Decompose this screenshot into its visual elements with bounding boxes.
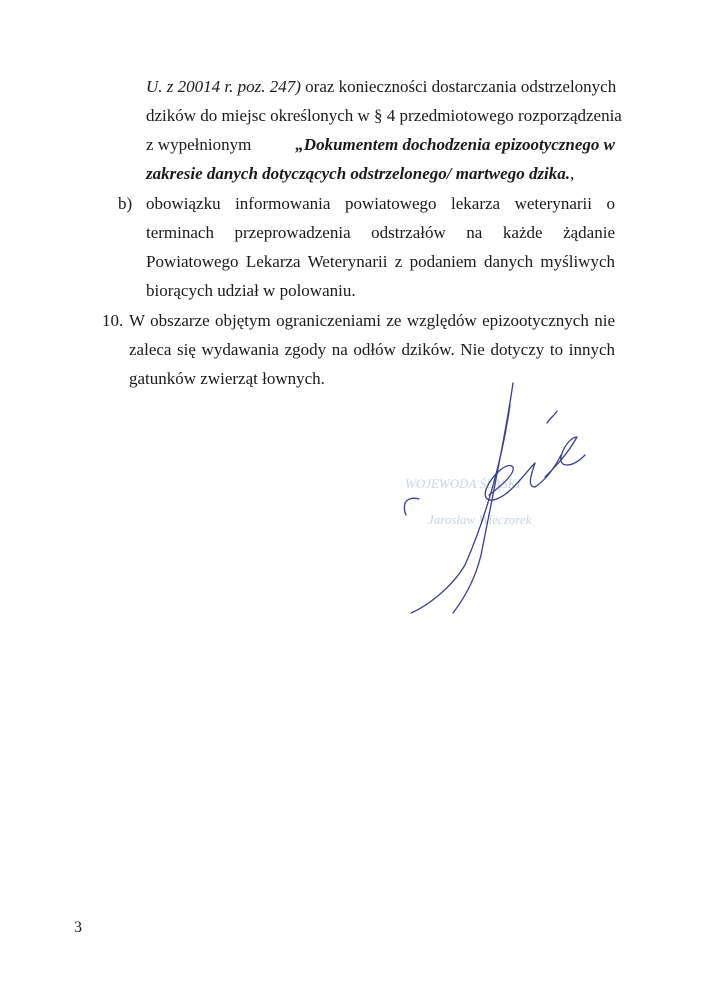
p10-line-1: W obszarze objętym ograniczeniami ze względów epizootycznych nie — [129, 311, 615, 330]
legal-citation: U. z 20014 r. poz. 247) — [146, 77, 301, 96]
page-number: 3 — [74, 919, 82, 936]
p9a-line-2: dzików do miejsc określonych w § 4 przedmiotowego rozporządzenia — [146, 106, 622, 125]
document-title-emphasis: „Dokumentem dochodzenia epizootycznego w — [295, 135, 615, 154]
p9b-line-3: Powiatowego Lekarza Weterynarii z podaniem danych myśliwych — [146, 252, 615, 271]
list-marker-10: 10. — [102, 311, 124, 330]
p9a-line-1: U. z 20014 r. poz. 247) oraz konieczności dostarczania odstrzelonych — [146, 77, 617, 96]
p9b-line-4: biorących udział w polowaniu. — [146, 281, 356, 300]
p9b-line-2: terminach przeprowadzenia odstrzałów na każde żądanie — [146, 223, 615, 242]
handwritten-signature — [395, 375, 595, 620]
p10-line-3: gatunków zwierząt łownych. — [129, 369, 325, 388]
p9a-line-3: z wypełnionym „Dokumentem dochodzenia epizootycznego w — [146, 135, 615, 154]
list-marker-b: b) — [118, 194, 133, 213]
p9b-line-1: obowiązku informowania powiatowego lekarza weterynarii o — [146, 194, 615, 213]
official-stamp-title: WOJEWODA ŚLĄSKI — [405, 476, 521, 491]
p10-line-2: zaleca się wydawania zgody na odłów dzików. Nie dotyczy to innych — [129, 340, 615, 359]
official-stamp-name: Jarosław Wieczorek — [428, 512, 532, 527]
p9a-line-4: zakresie danych dotyczących odstrzelonego/ martwego dzika., — [146, 164, 575, 183]
